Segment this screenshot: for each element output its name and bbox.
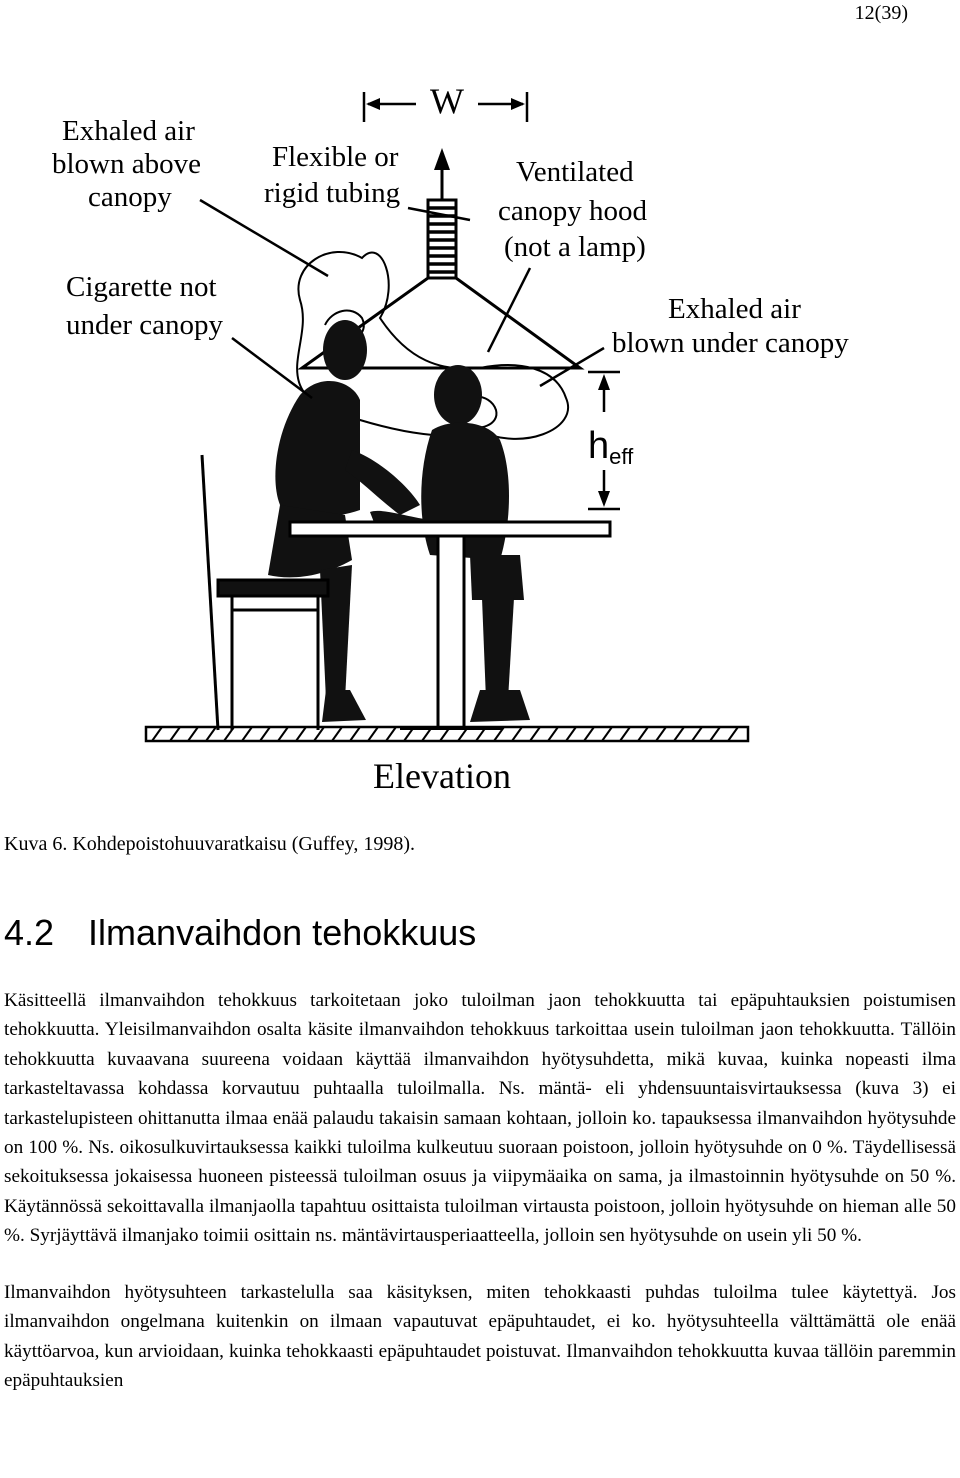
- body-paragraph: Ilmanvaihdon hyötysuhteen tarkastelulla saa käsityksen, miten tehokkaasti puhdas tuloilma tulee käytettyä. Jos ilmanvaihdon ongelmana kuitenkin on ilmaan vapautuvat epäpuhtaudet, ei ko. hyötysuhteella välttämättä ole enää käyttöarvoa, kun arvioidaan, kuinka tehokkaasti epäpuhtaudet poistuvat. Ilmanvaihdon tehokkuutta kuvaa tällöin paremmin epäpuhtauksien: [4, 1282, 956, 1392]
- label-cigarette: Cigarette not under canopy: [66, 271, 224, 341]
- section-heading: [4, 912, 476, 954]
- figure-caption: Kuva 6. Kohdepoistohuuvaratkaisu (Guffey, 1998).: [4, 833, 416, 855]
- page-number: 12(39): [854, 2, 908, 24]
- body-paragraph: Käsitteellä ilmanvaihdon tehokkuus tarkoitetaan joko tuloilman jaon tehokkuutta tai epäpuhtauksien poistumisen tehokkuutta. Yleisilmanvaihdon osalta käsite ilmanvaihdon tehokkuus tarkoittaa usein tuloilman jaon tehokkuutta. Tällöin tehokkuutta kuvaavana suureena voidaan käyttää ilmanvaihdon hyötysuhdetta, mikä kuvaa, kuinka nopeasti ilma tarkasteltavassa kohdassa korvautuu puhtaalla tuloilmalla. Ns. mäntä- eli yhdensuuntaisvirtauksessa (kuva 3) ei tarkastelupisteen ohittanutta ilmaa enää palaudu takaisin samaan kohtaan, jolloin ko. tapauksessa ilmanvaihdon hyötysuhde on 100 %. Ns. oikosulkuvirtauksessa kaikki tuloilma kulkeutuu suoraan poistoon, jolloin hyötysuhde on 0 %. Täydellisessä sekoituksessa jokaisessa huoneen pisteessä tuloilman osuus ja viipymäaika on sama, ja ilmastoinnin hyötysuhde on 50 %. Käytännössä sekoittavalla ilmanjaolla tapahtuu osittaista tuloilman virtausta poistoon, jolloin hyötysuhde on hieman alle 50 %. Syrjäyttävä ilmanjako toimii osittain ns. mäntävirtausperiaatteella, jolloin sen hyötysuhde on usein yli 50 %.: [4, 990, 956, 1247]
- section-number: 4.2: [4, 912, 55, 953]
- label-exhaled-under: Exhaled air blown under canopy: [612, 293, 849, 359]
- label-canopy-hood: Ventilated canopy hood (not a lamp): [498, 156, 647, 263]
- width-label: W: [430, 81, 464, 121]
- label-elevation: Elevation: [373, 756, 511, 796]
- label-tubing: Flexible or rigid tubing: [264, 141, 401, 209]
- label-exhaled-above: Exhaled air blown above canopy: [52, 115, 201, 213]
- section-title: Ilmanvaihdon tehokkuus: [88, 912, 477, 953]
- height-label: heff: [588, 425, 634, 469]
